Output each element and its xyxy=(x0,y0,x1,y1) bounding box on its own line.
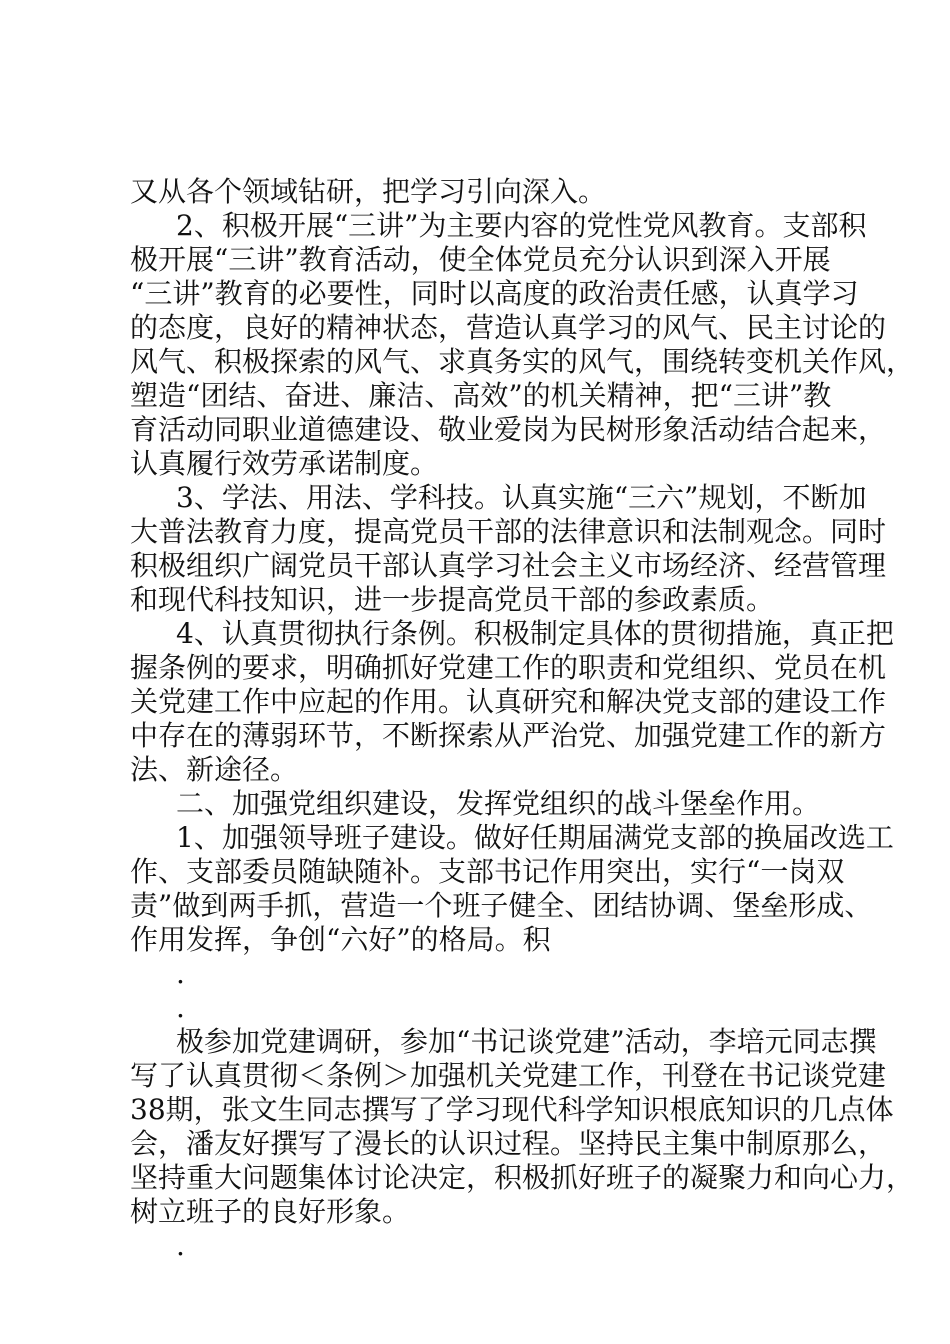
text-line: 关党建工作中应起的作用。认真研究和解决党支部的建设工作 xyxy=(130,685,887,718)
text-line: 写了认真贯彻＜条例＞加强机关党建工作，刊登在书记谈党建 xyxy=(130,1059,887,1092)
dot-marker: . xyxy=(176,1229,185,1262)
text-line: 中存在的薄弱环节，不断探索从严治党、加强党建工作的新方 xyxy=(130,719,887,752)
text-line: 积极组织广阔党员干部认真学习社会主义市场经济、经营管理 xyxy=(130,549,887,582)
text-line: 坚持重大问题集体讨论决定，积极抓好班子的凝聚力和向心力， xyxy=(130,1161,915,1194)
text-line: 大普法教育力度，提高党员干部的法律意识和法制观念。同时 xyxy=(130,515,887,548)
text-line: 会，潘友好撰写了漫长的认识过程。坚持民主集中制原那么， xyxy=(130,1127,887,1160)
text-line: 4、认真贯彻执行条例。积极制定具体的贯彻措施，真正把 xyxy=(176,617,894,650)
text-line: 1、加强领导班子建设。做好任期届满党支部的换届改选工 xyxy=(176,821,894,854)
text-line: 育活动同职业道德建设、敬业爱岗为民树形象活动结合起来， xyxy=(130,413,887,446)
text-line: 责”做到两手抓，营造一个班子健全、团结协调、堡垒形成、 xyxy=(130,889,873,922)
text-line: 3、学法、用法、学科技。认真实施“三六”规划，不断加 xyxy=(176,481,867,514)
text-line: 又从各个领域钻研，把学习引向深入。 xyxy=(130,175,607,208)
text-line: 极参加党建调研，参加“书记谈党建”活动，李培元同志撰 xyxy=(176,1025,877,1058)
text-line: 风气、积极探索的风气、求真务实的风气，围绕转变机关作风， xyxy=(130,345,915,378)
text-line: 树立班子的良好形象。 xyxy=(130,1195,411,1228)
text-line: 和现代科技知识，进一步提高党员干部的参政素质。 xyxy=(130,583,775,616)
text-line: 认真履行效劳承诺制度。 xyxy=(130,447,439,480)
text-line: 作用发挥，争创“六好”的格局。积 xyxy=(130,923,551,956)
dot-marker: . xyxy=(176,991,185,1024)
text-line: 2、积极开展“三讲”为主要内容的党性党风教育。支部积 xyxy=(176,209,867,242)
text-line: 二、加强党组织建设，发挥党组织的战斗堡垒作用。 xyxy=(176,787,821,820)
text-line: 塑造“团结、奋进、廉洁、高效”的机关精神，把“三讲”教 xyxy=(130,379,832,412)
text-line: 38期，张文生同志撰写了学习现代科学知识根底知识的几点体 xyxy=(130,1093,894,1126)
text-line: 作、支部委员随缺随补。支部书记作用突出，实行“一岗双 xyxy=(130,855,845,888)
text-line: 握条例的要求，明确抓好党建工作的职责和党组织、党员在机 xyxy=(130,651,887,684)
dot-marker: . xyxy=(176,957,185,990)
text-line: 极开展“三讲”教育活动，使全体党员充分认识到深入开展 xyxy=(130,243,831,276)
text-line: 的态度，良好的精神状态，营造认真学习的风气、民主讨论的 xyxy=(130,311,887,344)
text-line: “三讲”教育的必要性，同时以高度的政治责任感，认真学习 xyxy=(130,277,859,310)
text-line: 法、新途径。 xyxy=(130,753,299,786)
